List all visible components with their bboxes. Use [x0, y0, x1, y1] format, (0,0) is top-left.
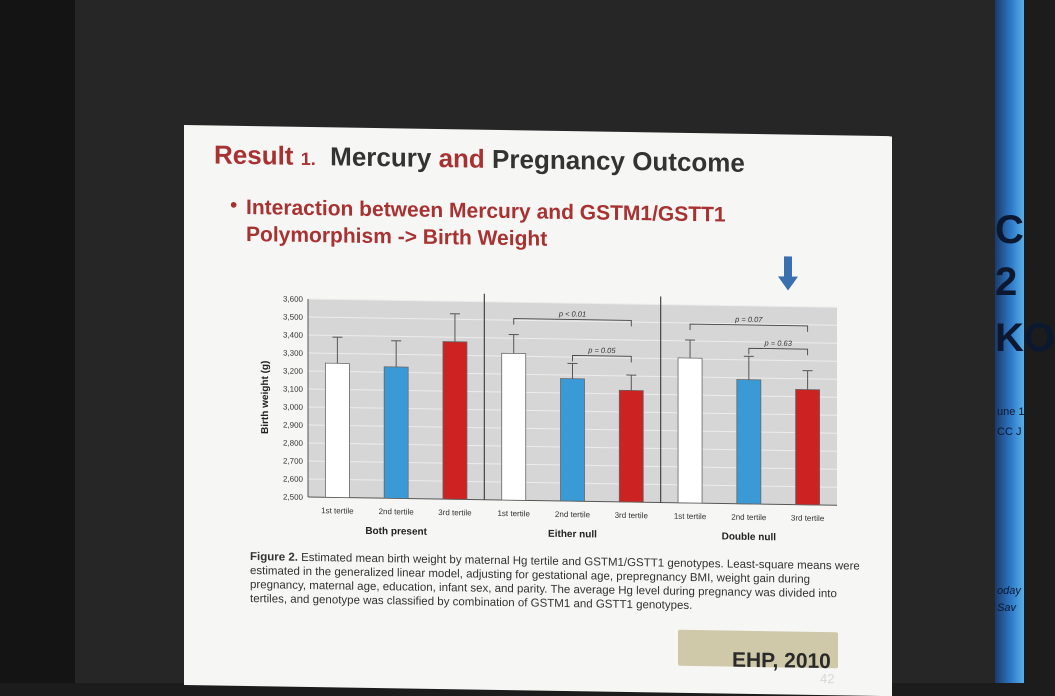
source-text: EHP, 2010 — [732, 649, 831, 675]
figure-caption — [250, 550, 860, 616]
caption-label: Figure 2. — [250, 551, 298, 564]
bar — [384, 367, 408, 499]
title-result: Result — [214, 139, 293, 170]
bar — [619, 390, 643, 502]
y-tick-label: 3,000 — [283, 403, 304, 412]
bar — [678, 358, 702, 503]
banner-text-2: CC J — [997, 426, 1021, 438]
y-tick-label: 3,200 — [283, 367, 304, 376]
birth-weight-chart — [252, 286, 852, 557]
significance-label: p = 0.05 — [587, 346, 616, 355]
bar — [737, 379, 761, 504]
x-tick-label: 1st tertile — [497, 509, 530, 519]
significance-label: p < 0.01 — [558, 309, 586, 318]
bar — [325, 363, 349, 497]
bar — [796, 389, 820, 505]
y-tick-label: 3,100 — [283, 385, 304, 394]
y-tick-label: 2,800 — [283, 439, 304, 448]
banner-letter-2: 2 — [995, 262, 1017, 302]
bullet-icon: • — [230, 194, 237, 218]
x-tick-label: 2nd tertile — [379, 507, 415, 517]
significance-label: p = 0.63 — [764, 339, 793, 348]
bar — [502, 353, 526, 500]
x-tick-label: 3rd tertile — [615, 511, 649, 521]
y-tick-label: 2,600 — [283, 475, 304, 484]
bullet-text — [246, 194, 856, 258]
title-number: 1. — [301, 149, 316, 169]
significance-label: p = 0.07 — [734, 315, 763, 324]
y-tick-label: 2,900 — [283, 421, 304, 430]
banner-text-1: une 1 — [997, 406, 1025, 418]
group-label: Either null — [548, 529, 597, 541]
bullet-line-2: Polymorphism -> Birth Weight — [246, 221, 856, 258]
banner-letter-3: KO — [995, 318, 1055, 358]
banner-letter-1: C — [995, 210, 1024, 250]
bar — [561, 379, 585, 502]
room-wall — [0, 0, 75, 683]
x-tick-label: 2nd tertile — [555, 510, 591, 520]
y-tick-label: 3,400 — [283, 331, 304, 340]
x-tick-label: 2nd tertile — [731, 513, 767, 523]
y-tick-label: 3,300 — [283, 349, 304, 358]
y-axis-label: Birth weight (g) — [260, 361, 271, 434]
title-mercury: Mercury — [330, 141, 431, 173]
bullet-line-1: Interaction between Mercury and GSTM1/GSTT1 — [246, 194, 856, 231]
banner-text-4: Sav — [997, 602, 1016, 614]
x-tick-label: 1st tertile — [674, 512, 707, 522]
x-tick-label: 3rd tertile — [791, 514, 825, 524]
x-tick-label: 3rd tertile — [438, 508, 472, 518]
banner-text-3: oday — [997, 585, 1021, 597]
caption-text: Estimated mean birth weight by maternal Hg tertile and GSTM1/GSTT1 genotypes. Least-square means were estimated in the generalized linear model, adjusting for gestational age, prepregnancy BMI, weight gain during pregnancy, maternal age, education, infant sex, and parity. The average Hg level during pregnancy was divided into tertiles, and genotype was classified by combination of GSTM1 and GSTT1 genotypes. — [250, 552, 860, 612]
down-arrow-icon — [778, 256, 798, 292]
y-tick-label: 3,600 — [283, 295, 304, 304]
x-tick-label: 1st tertile — [321, 506, 354, 516]
bar — [443, 342, 467, 500]
page-number: 42 — [820, 671, 834, 686]
slide — [184, 125, 892, 696]
y-tick-label: 2,500 — [283, 493, 304, 502]
y-tick-label: 3,500 — [283, 313, 304, 322]
slide-title — [214, 139, 745, 178]
title-outcome: Pregnancy Outcome — [492, 144, 745, 178]
y-tick-label: 2,700 — [283, 457, 304, 466]
side-banner — [995, 0, 1024, 683]
group-label: Double null — [722, 531, 777, 543]
group-label: Both present — [365, 526, 427, 538]
title-and: and — [439, 143, 485, 174]
